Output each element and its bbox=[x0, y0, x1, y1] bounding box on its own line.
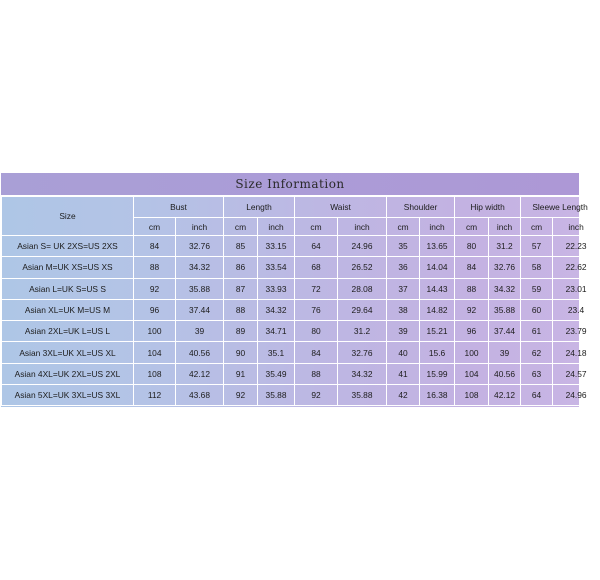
table-cell: 38 bbox=[387, 299, 420, 320]
table-row bbox=[2, 321, 600, 342]
table-cell: 35.88 bbox=[338, 385, 387, 406]
unit-cm: cm bbox=[134, 218, 176, 236]
table-row bbox=[2, 278, 600, 299]
table-cell: 68 bbox=[295, 257, 338, 278]
table-cell: 88 bbox=[455, 278, 489, 299]
table-cell: 96 bbox=[455, 321, 489, 342]
table-cell: 35.1 bbox=[258, 342, 295, 363]
table-cell: 63 bbox=[521, 363, 553, 384]
header-waist: Waist bbox=[295, 197, 387, 218]
table-cell: 84 bbox=[134, 236, 176, 257]
unit-cm: cm bbox=[387, 218, 420, 236]
unit-inch: inch bbox=[258, 218, 295, 236]
table-cell: 61 bbox=[521, 321, 553, 342]
unit-inch: inch bbox=[489, 218, 521, 236]
table-cell: 34.71 bbox=[258, 321, 295, 342]
table-cell: 80 bbox=[295, 321, 338, 342]
table-cell: 31.2 bbox=[489, 236, 521, 257]
table-cell: 35.49 bbox=[258, 363, 295, 384]
unit-inch: inch bbox=[420, 218, 455, 236]
table-cell: 42 bbox=[387, 385, 420, 406]
table-row bbox=[2, 385, 600, 406]
table-cell: 43.68 bbox=[176, 385, 224, 406]
table-cell: 76 bbox=[295, 299, 338, 320]
table-cell: 33.93 bbox=[258, 278, 295, 299]
table-cell: 13.65 bbox=[420, 236, 455, 257]
size-label: Asian S= UK 2XS=US 2XS bbox=[2, 236, 134, 257]
table-cell: 37 bbox=[387, 278, 420, 299]
table-cell: 14.82 bbox=[420, 299, 455, 320]
table-cell: 33.54 bbox=[258, 257, 295, 278]
table-cell: 92 bbox=[295, 385, 338, 406]
header-length: Length bbox=[224, 197, 295, 218]
table-cell: 90 bbox=[224, 342, 258, 363]
table-cell: 80 bbox=[455, 236, 489, 257]
table-cell: 32.76 bbox=[176, 236, 224, 257]
table-cell: 88 bbox=[224, 299, 258, 320]
table-cell: 88 bbox=[295, 363, 338, 384]
table-cell: 58 bbox=[521, 257, 553, 278]
table-cell: 96 bbox=[134, 299, 176, 320]
table-cell: 85 bbox=[224, 236, 258, 257]
table-cell: 37.44 bbox=[176, 299, 224, 320]
table-cell: 57 bbox=[521, 236, 553, 257]
unit-cm: cm bbox=[521, 218, 553, 236]
unit-inch: inch bbox=[338, 218, 387, 236]
table-cell: 35.88 bbox=[258, 385, 295, 406]
table-cell: 88 bbox=[134, 257, 176, 278]
table-cell: 84 bbox=[295, 342, 338, 363]
table-cell: 35.88 bbox=[176, 278, 224, 299]
table-cell: 28.08 bbox=[338, 278, 387, 299]
table-cell: 72 bbox=[295, 278, 338, 299]
header-row-groups bbox=[2, 197, 600, 218]
table-cell: 104 bbox=[455, 363, 489, 384]
table-cell: 39 bbox=[176, 321, 224, 342]
header-shoulder: Shoulder bbox=[387, 197, 455, 218]
header-hip-width: Hip width bbox=[455, 197, 521, 218]
table-cell: 31.2 bbox=[338, 321, 387, 342]
size-label: Asian 5XL=UK 3XL=US 3XL bbox=[2, 385, 134, 406]
table-cell: 91 bbox=[224, 363, 258, 384]
table-cell: 108 bbox=[455, 385, 489, 406]
table-cell: 40.56 bbox=[176, 342, 224, 363]
table-cell: 15.21 bbox=[420, 321, 455, 342]
table-cell: 37.44 bbox=[489, 321, 521, 342]
table-cell: 87 bbox=[224, 278, 258, 299]
unit-inch: inch bbox=[176, 218, 224, 236]
table-cell: 29.64 bbox=[338, 299, 387, 320]
table-cell: 112 bbox=[134, 385, 176, 406]
table-cell: 23.01 bbox=[553, 278, 600, 299]
table-cell: 42.12 bbox=[489, 385, 521, 406]
table-cell: 22.23 bbox=[553, 236, 600, 257]
size-label: Asian 4XL=UK 2XL=US 2XL bbox=[2, 363, 134, 384]
table-cell: 62 bbox=[521, 342, 553, 363]
table-cell: 40 bbox=[387, 342, 420, 363]
size-label: Asian 2XL=UK L=US L bbox=[2, 321, 134, 342]
table-cell: 24.57 bbox=[553, 363, 600, 384]
table-cell: 26.52 bbox=[338, 257, 387, 278]
table-cell: 92 bbox=[134, 278, 176, 299]
size-label: Asian 3XL=UK XL=US XL bbox=[2, 342, 134, 363]
table-cell: 100 bbox=[134, 321, 176, 342]
size-chart bbox=[1, 173, 588, 407]
table-row bbox=[2, 363, 600, 384]
table-cell: 23.79 bbox=[553, 321, 600, 342]
chart-title: Size Information bbox=[1, 173, 579, 196]
table-cell: 33.15 bbox=[258, 236, 295, 257]
table-cell: 35.88 bbox=[489, 299, 521, 320]
table-cell: 22.62 bbox=[553, 257, 600, 278]
table-cell: 24.96 bbox=[338, 236, 387, 257]
size-table-body bbox=[2, 236, 600, 406]
table-cell: 64 bbox=[295, 236, 338, 257]
table-cell: 34.32 bbox=[489, 278, 521, 299]
table-cell: 39 bbox=[489, 342, 521, 363]
table-row bbox=[2, 236, 600, 257]
table-cell: 89 bbox=[224, 321, 258, 342]
table-cell: 15.99 bbox=[420, 363, 455, 384]
size-label: Asian XL=UK M=US M bbox=[2, 299, 134, 320]
table-cell: 34.32 bbox=[338, 363, 387, 384]
table-cell: 86 bbox=[224, 257, 258, 278]
table-row bbox=[2, 257, 600, 278]
table-cell: 39 bbox=[387, 321, 420, 342]
table-cell: 24.96 bbox=[553, 385, 600, 406]
table-cell: 100 bbox=[455, 342, 489, 363]
table-cell: 60 bbox=[521, 299, 553, 320]
table-cell: 92 bbox=[224, 385, 258, 406]
table-cell: 32.76 bbox=[338, 342, 387, 363]
table-cell: 35 bbox=[387, 236, 420, 257]
table-cell: 23.4 bbox=[553, 299, 600, 320]
table-cell: 40.56 bbox=[489, 363, 521, 384]
unit-inch: inch bbox=[553, 218, 600, 236]
unit-cm: cm bbox=[455, 218, 489, 236]
table-cell: 34.32 bbox=[258, 299, 295, 320]
table-cell: 92 bbox=[455, 299, 489, 320]
table-cell: 42.12 bbox=[176, 363, 224, 384]
table-cell: 32.76 bbox=[489, 257, 521, 278]
size-label: Asian L=UK S=US S bbox=[2, 278, 134, 299]
table-cell: 104 bbox=[134, 342, 176, 363]
unit-cm: cm bbox=[224, 218, 258, 236]
table-cell: 59 bbox=[521, 278, 553, 299]
table-cell: 14.04 bbox=[420, 257, 455, 278]
table-row bbox=[2, 342, 600, 363]
table-cell: 24.18 bbox=[553, 342, 600, 363]
size-header: Size bbox=[2, 197, 134, 236]
table-cell: 64 bbox=[521, 385, 553, 406]
table-cell: 84 bbox=[455, 257, 489, 278]
header-bust: Bust bbox=[134, 197, 224, 218]
size-label: Asian M=UK XS=US XS bbox=[2, 257, 134, 278]
table-cell: 14.43 bbox=[420, 278, 455, 299]
header-sleeve-length: Sleewe Length bbox=[521, 197, 600, 218]
table-cell: 108 bbox=[134, 363, 176, 384]
table-cell: 16.38 bbox=[420, 385, 455, 406]
table-cell: 34.32 bbox=[176, 257, 224, 278]
table-cell: 41 bbox=[387, 363, 420, 384]
table-cell: 36 bbox=[387, 257, 420, 278]
size-table bbox=[1, 196, 600, 406]
table-cell: 15.6 bbox=[420, 342, 455, 363]
table-row bbox=[2, 299, 600, 320]
unit-cm: cm bbox=[295, 218, 338, 236]
